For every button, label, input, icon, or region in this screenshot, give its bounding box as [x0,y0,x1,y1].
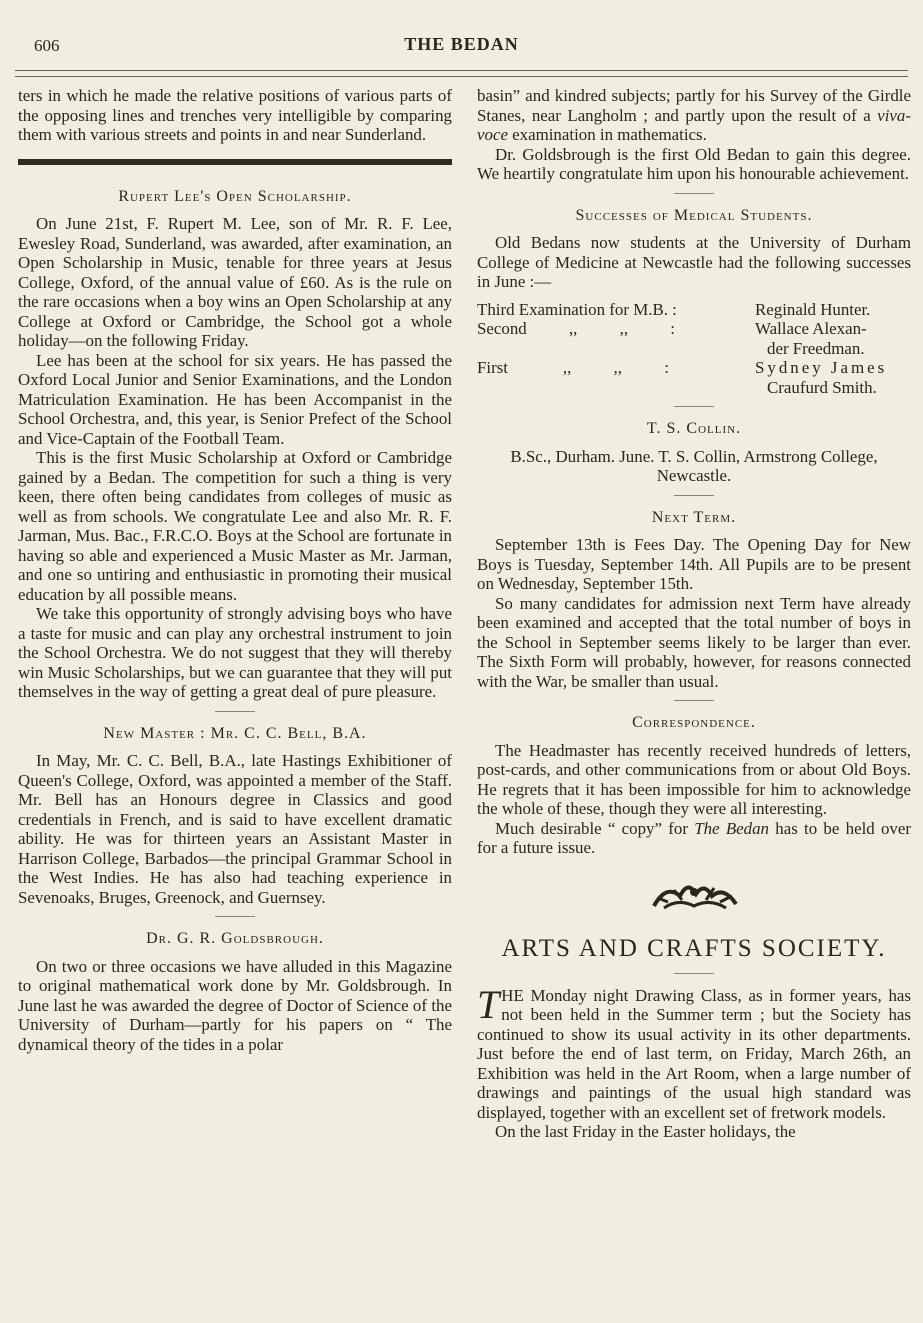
paragraph: On June 21st, F. Rupert M. Lee, son of Mr. R. F. Lee, Ewesley Road, Sunderland, was awarded, after examination, an Open Scholarship in Music, tenable for three years at Jesus College, Oxford, of the annual value of £60. As is the rule on the rare occasions when a boy wins an Open Scholarship at any College at Oxford or Cambridge, the School got a whole holiday—on the following Friday. [18,214,452,350]
student-name: Sydney James [755,358,888,377]
exam-name: Second ,, ,, : [477,319,675,338]
continued-paragraph [477,86,911,145]
text-run: HE Monday night Drawing Class, as in former years, has not been held in the Summer term ; but the Society has continued to show its usual activity in its other departments. Just before the end of last term, on Friday, March 26th, an Exhibition was held in the Art Room, when a large number of drawings and paintings of the usual high standard was displayed, together with an excellent set of fretwork models. [477,985,911,1122]
divider [674,973,714,974]
section-title: ARTS AND CRAFTS SOCIETY. [501,934,887,962]
header-rule [15,70,908,77]
results-row [477,300,911,320]
student-name-cont: der Freedman. [767,338,865,358]
paragraph: September 13th is Fees Day. The Opening Day for New Boys is Tuesday, September 14th. All Pupils are to be present on Wednesday, September 15th. [477,535,911,593]
section-heading: Next Term. [651,508,737,526]
right-column [477,86,911,1142]
student-name: Wallace Alexan- [755,319,867,338]
section-heading: T. S. Collin. [646,420,742,437]
text-run: Much desirable “ copy” for [495,818,695,838]
page-number: 606 [34,36,60,55]
italic-text: The Bedan [694,818,769,838]
paragraph [477,819,911,858]
running-title: THE BEDAN [404,34,519,54]
student-name-cont: Craufurd Smith. [767,377,877,397]
paragraph: Old Bedans now students at the University of Durham College of Medicine at Newcastle had the following successes in June :— [477,233,911,291]
drop-cap: T [477,981,500,1027]
student-name: Reginald Hunter. [755,299,871,319]
section-divider [18,159,452,165]
page-header [0,30,923,60]
section-heading: Rupert Lee's Open Scholarship. [118,187,352,205]
paragraph: The Headmaster has recently received hundreds of letters, post-cards, and other communications from or about Old Boys. He regrets that it has been impossible for him to acknowledge the whole of these, though they were all interesting. [477,740,911,818]
divider [215,711,255,712]
paragraph: We take this opportunity of strongly advising boys who have a taste for music and can play any orchestral instrument to join the School Orchestra. We do not suggest that they will thereby win Music Scholarships, but we can guarantee that they will put themselves in the way of getting a great deal of pure pleasure. [18,604,452,701]
divider [674,700,714,701]
text-run: has to be held over for a future issue. [477,818,911,857]
divider [674,193,714,194]
results-row [477,358,911,397]
italic-text: viva-voce [477,105,911,144]
paragraph [477,981,911,1123]
text-run: examination in mathematics. [507,125,707,144]
paragraph: Dr. Goldsbrough is the first Old Bedan to gain this degree. We heartily congratulate him upon his honourable achievement. [477,144,911,183]
section-heading: Dr. G. R. Goldsbrough. [146,930,324,947]
paragraph: On two or three occasions we have alluded in this Magazine to original mathematical work done by Mr. Goldsbrough. In June last he was awarded the degree of Doctor of Science of the University of Durham—partly for his papers on “ The dynamical theory of the tides in a polar [18,956,452,1054]
paragraph: On the last Friday in the Easter holidays, the [495,1122,796,1141]
paragraph: B.Sc., Durham. June. T. S. Collin, Armstrong College, Newcastle. [510,446,878,485]
paragraph: So many candidates for admission next Term have already been examined and accepted that the total number of boys in the School in September seems likely to be larger than ever. The Sixth Form will probably, however, for reasons connected with the War, be smaller than usual. [477,593,911,691]
exam-name: First ,, ,, : [477,358,669,377]
text-run: basin” and kindred subjects; partly for his Survey of the Girdle Stanes, near Langholm ; and partly upon the result of a [477,86,911,125]
results-table [477,300,911,398]
exam-name: Third Examination for M.B. : [477,299,677,319]
opening-paragraph: ters in which he made the relative positions of various parts of the opposing lines and trenches very intelligible by comparing them with various streets and points in and near Sunderland. [18,86,452,144]
results-row [477,319,911,358]
paragraph: Lee has been at the school for six years. He has passed the Oxford Local Junior and Senior Examinations, and the London Matriculation Examination. He has been Accompanist in the School Orchestra, and, this year, is Senior Prefect of the School and Vice-Captain of the Football Team. [18,350,452,448]
divider [674,495,714,496]
ornament-icon [477,876,911,918]
paragraph: This is the first Music Scholarship at Oxford or Cambridge gained by a Bedan. The competition for such a thing is very keen, there often being candidates from colleges of music as well as from schools. We congratulate Lee and also Mr. R. F. Jarman, Mus. Bac., F.R.C.O. Boys at the School are fortunate in having so able and experienced a Music Master as Mr. Jarman, and one so untiring and enthusiastic in promoting their musical education by all possible means. [18,448,452,604]
divider [674,406,714,407]
divider [215,916,255,917]
paragraph: In May, Mr. C. C. Bell, B.A., late Hastings Exhibitioner of Queen's College, Oxford, was appointed a member of the Staff. Mr. Bell has an Honours degree in Classics and good credentials in French, and is said to have excellent dramatic ability. He was for thirteen years an Assistant Master in Harrison College, Barbados—the principal Grammar School in the West Indies. He has also had teaching experience in Sevenoaks, Bruges, Greenock, and Guernsey. [18,751,452,907]
section-heading: New Master : Mr. C. C. Bell, B.A. [103,724,367,742]
left-column [18,86,452,1054]
section-heading: Correspondence. [632,714,756,731]
section-heading: Successes of Medical Students. [575,206,813,224]
